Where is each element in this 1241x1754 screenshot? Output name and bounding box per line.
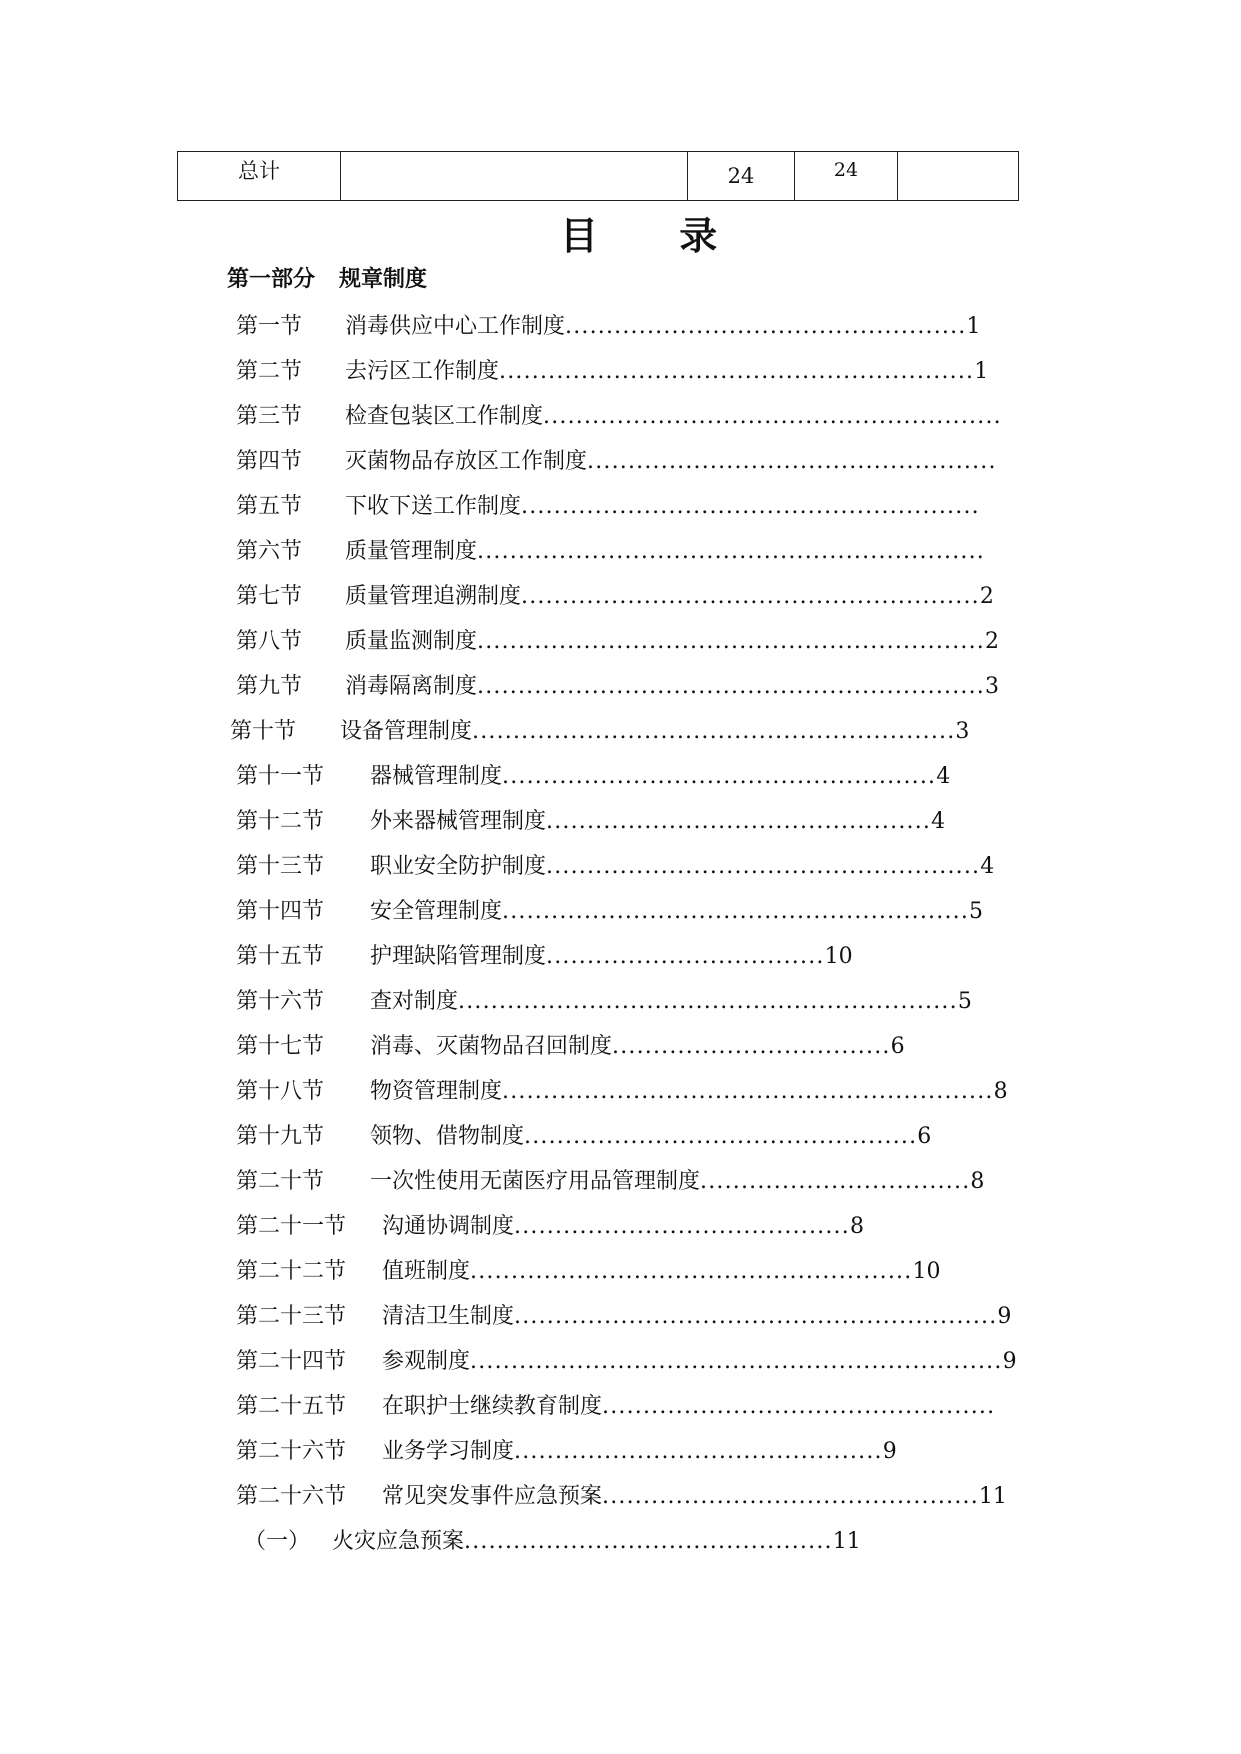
- toc-entry-title: 物资管理制度: [370, 1079, 503, 1104]
- toc-entry-page: 4: [936, 764, 951, 789]
- toc-entry-label: 第二节: [236, 359, 303, 384]
- toc-entry[interactable]: [236, 312, 980, 342]
- toc-entry-page: 3: [985, 674, 999, 699]
- toc-entry-label: 第二十二节: [236, 1259, 347, 1284]
- toc-entry-title: 质量管理制度: [345, 539, 478, 564]
- toc-part-heading: [227, 262, 427, 293]
- toc-entry-label: 第四节: [236, 449, 303, 474]
- toc-leader-dots: .............................................................: [458, 989, 958, 1014]
- toc-entry-page: 9: [882, 1439, 897, 1464]
- toc-leader-dots: ...............................................: [546, 809, 932, 834]
- toc-entry-label: 第二十六节: [236, 1439, 347, 1464]
- toc-entry-label: 第十八节: [236, 1079, 325, 1104]
- toc-entry-title: 火灾应急预案: [332, 1529, 465, 1554]
- toc-entry-title: 器械管理制度: [370, 764, 503, 789]
- toc-leader-dots: .........................................................: [502, 899, 970, 924]
- toc-entry-page: 8: [970, 1169, 985, 1194]
- toc-leader-dots: ..........................................................: [499, 359, 975, 384]
- toc-entry-label: 第十六节: [236, 989, 325, 1014]
- toc-leader-dots: ........................................................: [521, 494, 980, 519]
- toc-leader-dots: .............................................: [464, 1529, 833, 1554]
- total-row: [178, 152, 1019, 201]
- toc-entry-title: 护理缺陷管理制度: [370, 944, 547, 969]
- toc-entry-page: 10: [912, 1259, 941, 1284]
- total-blank-cell: [898, 152, 1019, 201]
- toc-entry[interactable]: [236, 1482, 1007, 1512]
- toc-entry-page: 9: [997, 1304, 1012, 1329]
- toc-leader-dots: .....................................................: [502, 764, 937, 789]
- total-count-2: 24: [833, 159, 859, 181]
- total-empty-cell: [341, 152, 688, 201]
- toc-entry-label: 第十七节: [236, 1034, 325, 1059]
- toc-entry-title: 在职护士继续教育制度: [382, 1394, 603, 1419]
- toc-entry-label: 第十一节: [236, 764, 325, 789]
- toc-leader-dots: .................................................: [565, 314, 967, 339]
- toc-leader-dots: ......................................................: [470, 1259, 913, 1284]
- toc-entry-title: 清洁卫生制度: [382, 1304, 515, 1329]
- toc-entry[interactable]: [236, 1347, 1017, 1377]
- toc-leader-dots: ...........................................................: [514, 1304, 998, 1329]
- toc-entry-title: 下收下送工作制度: [345, 494, 522, 519]
- toc-entry-page: 8: [849, 1214, 864, 1239]
- toc-entry[interactable]: [236, 807, 945, 837]
- toc-entry[interactable]: [236, 987, 972, 1017]
- toc-title: 目 录: [560, 213, 752, 258]
- toc-entry[interactable]: [236, 672, 999, 702]
- toc-entry-title: 消毒、灭菌物品召回制度: [370, 1034, 613, 1059]
- toc-entry[interactable]: [236, 852, 994, 882]
- total-table: [177, 151, 1019, 201]
- toc-entry-label: 第五节: [236, 494, 303, 519]
- toc-entry-title: 设备管理制度: [340, 719, 473, 744]
- toc-entry-page: 4: [980, 854, 995, 879]
- part-label: 第一部分: [227, 266, 316, 292]
- toc-entry[interactable]: [236, 537, 985, 567]
- toc-entry-label: 第十二节: [236, 809, 325, 834]
- toc-entry[interactable]: [236, 1437, 897, 1467]
- toc-entry[interactable]: [230, 717, 969, 747]
- toc-entry[interactable]: [236, 1167, 984, 1197]
- toc-leader-dots: ..............................................................: [477, 539, 985, 564]
- toc-entry-label: 第十节: [230, 719, 297, 744]
- toc-entry[interactable]: [236, 627, 999, 657]
- toc-leader-dots: ........................................................: [521, 584, 980, 609]
- toc-entry-label: 第一节: [236, 314, 303, 339]
- toc-entry-title: 查对制度: [370, 989, 459, 1014]
- toc-entry-page: 4: [931, 809, 946, 834]
- toc-entry[interactable]: [236, 492, 980, 522]
- toc-entry[interactable]: [236, 447, 997, 477]
- toc-entry-title: 参观制度: [382, 1349, 471, 1374]
- toc-entry[interactable]: [236, 357, 988, 387]
- toc-entry[interactable]: [236, 1077, 1008, 1107]
- toc-entry-title: 一次性使用无菌医疗用品管理制度: [370, 1169, 701, 1194]
- total-label: 总计: [238, 159, 280, 183]
- toc-entry[interactable]: [236, 1212, 864, 1242]
- toc-entry-title: 质量监测制度: [345, 629, 478, 654]
- toc-entry[interactable]: [236, 942, 853, 972]
- toc-entry-page: 5: [957, 989, 972, 1014]
- toc-entry-label: 第二十一节: [236, 1214, 347, 1239]
- toc-leader-dots: .................................: [700, 1169, 971, 1194]
- toc-entry-title: 去污区工作制度: [345, 359, 500, 384]
- toc-entry-title: 检查包装区工作制度: [345, 404, 544, 429]
- toc-entry[interactable]: [236, 1302, 1011, 1332]
- toc-leader-dots: ..................................................: [587, 449, 997, 474]
- toc-entry-label: 第二十节: [236, 1169, 325, 1194]
- toc-entry-title: 外来器械管理制度: [370, 809, 547, 834]
- toc-entry-page: 10: [824, 944, 853, 969]
- toc-entry-page: 6: [890, 1034, 905, 1059]
- toc-entry-label: 第九节: [236, 674, 303, 699]
- toc-leader-dots: ..................................: [612, 1034, 891, 1059]
- toc-entry[interactable]: [236, 1392, 995, 1422]
- toc-entry[interactable]: [236, 1257, 940, 1287]
- toc-leader-dots: ..............................................................: [477, 674, 985, 699]
- toc-entry-page: 1: [966, 314, 981, 339]
- toc-entry-page: 9: [1002, 1349, 1017, 1374]
- toc-leader-dots: ..................................: [546, 944, 825, 969]
- toc-entry-label: 第十四节: [236, 899, 325, 924]
- toc-entry-title: 常见突发事件应急预案: [382, 1484, 603, 1509]
- toc-entry[interactable]: [236, 1122, 931, 1152]
- toc-entry[interactable]: [244, 1527, 861, 1557]
- part-title: 规章制度: [339, 266, 428, 292]
- toc-leader-dots: ..............................................................: [477, 629, 985, 654]
- toc-entry-label: 第十五节: [236, 944, 325, 969]
- toc-leader-dots: .....................................................: [546, 854, 981, 879]
- toc-entry[interactable]: [236, 897, 983, 927]
- toc-entry-title: 质量管理追溯制度: [345, 584, 522, 609]
- toc-entry-page: 6: [917, 1124, 932, 1149]
- toc-leader-dots: ........................................................: [543, 404, 1002, 429]
- toc-entry-page: 5: [969, 899, 984, 924]
- toc-entry-label: 第二十六节: [236, 1484, 347, 1509]
- toc-entry-page: 8: [993, 1079, 1008, 1104]
- total-count-cell-2: [795, 152, 898, 201]
- toc-entry-title: 职业安全防护制度: [370, 854, 547, 879]
- toc-entry-label: 第六节: [236, 539, 303, 564]
- toc-entry-label: 第十三节: [236, 854, 325, 879]
- toc-entry-label: 第二十四节: [236, 1349, 347, 1374]
- toc-entry-page: 11: [832, 1529, 861, 1554]
- toc-leader-dots: ............................................................: [502, 1079, 994, 1104]
- total-count-cell: 24: [688, 152, 795, 201]
- toc-entry-label: 第八节: [236, 629, 303, 654]
- toc-entry-title: 灭菌物品存放区工作制度: [345, 449, 588, 474]
- toc-entry-label: 第三节: [236, 404, 303, 429]
- toc-entry-label: 第七节: [236, 584, 303, 609]
- toc-entry-label: 第二十五节: [236, 1394, 347, 1419]
- toc-entry-title: 业务学习制度: [382, 1439, 515, 1464]
- toc-entry-page: 2: [979, 584, 994, 609]
- toc-entry[interactable]: [236, 402, 1002, 432]
- toc-entry[interactable]: [236, 762, 950, 792]
- total-label-cell: [178, 152, 341, 201]
- toc-leader-dots: ...........................................................: [472, 719, 956, 744]
- toc-entry-title: 领物、借物制度: [370, 1124, 525, 1149]
- toc-entry-page: 3: [955, 719, 970, 744]
- toc-entry-label: 第十九节: [236, 1124, 325, 1149]
- toc-leader-dots: ..............................................: [602, 1484, 979, 1509]
- toc-entry-label: （一）: [244, 1529, 311, 1554]
- toc-entry[interactable]: [236, 1032, 905, 1062]
- toc-leader-dots: .............................................: [514, 1439, 883, 1464]
- toc-leader-dots: .................................................................: [470, 1349, 1003, 1374]
- toc-entry-page: 11: [978, 1484, 1007, 1509]
- toc-leader-dots: ................................................: [602, 1394, 996, 1419]
- toc-entry-title: 沟通协调制度: [382, 1214, 515, 1239]
- toc-leader-dots: .........................................: [514, 1214, 850, 1239]
- toc-entry-page: 2: [985, 629, 999, 654]
- toc-entry-page: 1: [974, 359, 989, 384]
- toc-entry[interactable]: [236, 582, 994, 612]
- toc-entry-title: 消毒隔离制度: [345, 674, 478, 699]
- toc-entry-title: 安全管理制度: [370, 899, 503, 924]
- toc-leader-dots: ................................................: [524, 1124, 918, 1149]
- toc-entry-title: 消毒供应中心工作制度: [345, 314, 566, 339]
- toc-entry-title: 值班制度: [382, 1259, 471, 1284]
- toc-entry-label: 第二十三节: [236, 1304, 347, 1329]
